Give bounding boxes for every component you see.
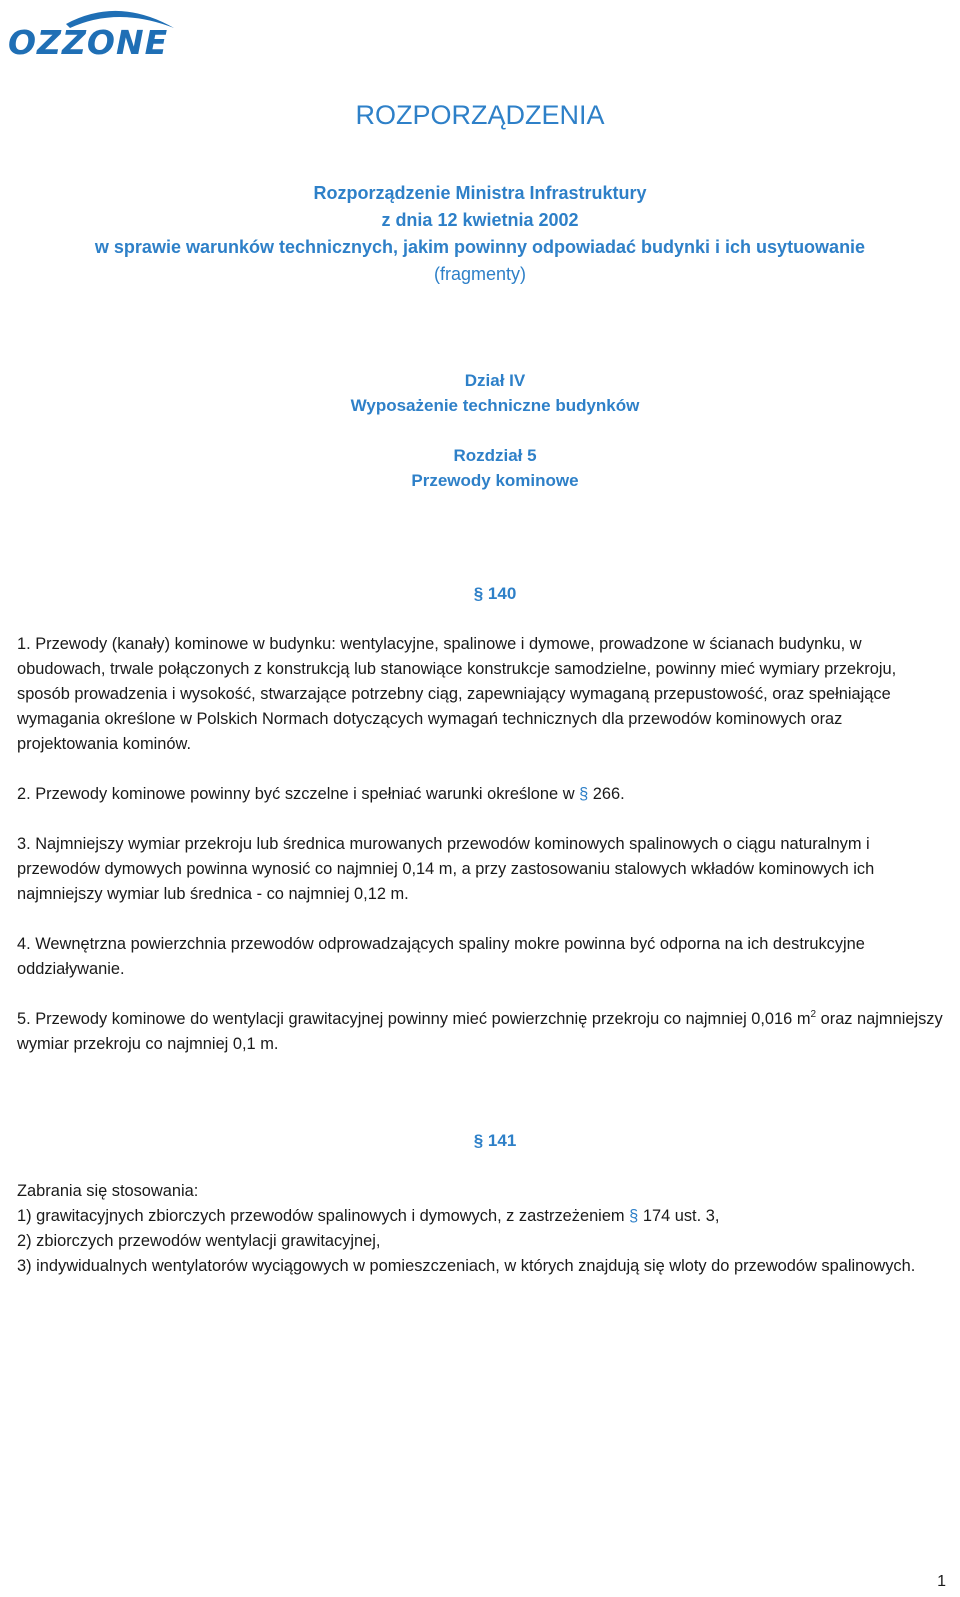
- chapter-name: Przewody kominowe: [411, 471, 579, 490]
- page-number: 1: [937, 1573, 946, 1590]
- regulation-heading: [0, 180, 960, 288]
- section-141-item-3: 3) indywidualnych wentylatorów wyciągowych w pomieszczeniach, w których znajdują się wloty do przewodów spalinowych.: [17, 1257, 916, 1275]
- section-140-paragraph-1: 1. Przewody (kanały) kominowe w budynku: wentylacyjne, spalinowe i dymowe, prowadzone w ścianach budynku, w obudowach, trwale połączonych z konstrukcją lub stanowiące konstrukcje samodzielne, powinny mieć wymiary przekroju, sposób prowadzenia i wysokość, stwarzające potrzebny ciąg, zapewniający wymaganą przepustowość, oraz spełniające wymagania określone w Polskich Normach dotyczących wymagań technicznych dla przewodów kominowych oraz projektowania kominów.: [17, 635, 897, 753]
- section-sign: §: [629, 1207, 639, 1225]
- section-141-intro: Zabrania się stosowania:: [17, 1182, 199, 1200]
- superscript: 2: [810, 1009, 817, 1020]
- section-number: 140: [487, 584, 517, 603]
- section-140-paragraph-5: 5. Przewody kominowe do wentylacji grawitacyjnej powinny mieć powierzchnię przekroju co najmniej 0,016 $m^2$ oraz najmniejszy wymiar przekroju co najmniej 0,1 m.: [17, 1009, 943, 1053]
- division-heading: [0, 368, 960, 418]
- division-name: Wyposażenie techniczne budynków: [350, 396, 640, 415]
- chapter-heading: [0, 443, 960, 493]
- page-title: ROZPORZĄDZENIA: [355, 100, 605, 130]
- section-141-item-1: 1) grawitacyjnych zbiorczych przewodów spalinowych i dymowych, z zastrzeżeniem § 174 ust. 3,: [17, 1207, 720, 1225]
- ozzone-logo: [6, 2, 206, 60]
- logo-text: OZZONE: [8, 23, 169, 60]
- section-141-heading: [0, 1131, 960, 1151]
- regulation-title-line-3: w sprawie warunków technicznych, jakim powinny odpowiadać budynki i ich usytuowanie: [94, 237, 866, 257]
- regulation-title-line-1: Rozporządzenie Ministra Infrastruktury: [313, 183, 647, 203]
- division-label: Dział IV: [464, 371, 526, 390]
- section-141-item-2: 2) zbiorczych przewodów wentylacji grawitacyjnej,: [17, 1232, 381, 1250]
- section-number: 141: [487, 1131, 517, 1150]
- section-sign: §: [473, 1131, 484, 1150]
- regulation-title-line-4: (fragmenty): [433, 264, 527, 284]
- section-140-paragraph-3: 3. Najmniejszy wymiar przekroju lub średnica murowanych przewodów kominowych spalinowych o ciągu naturalnym i przewodów dymowych powinna wynosić co najmniej 0,14 m, a przy zastosowaniu stalowych wkładów kominowych ich najmniejszy wymiar lub średnica - co najmniej 0,12 m.: [17, 835, 875, 903]
- section-sign: §: [473, 584, 484, 603]
- section-sign: §: [579, 785, 589, 803]
- section-140-paragraph-4: 4. Wewnętrzna powierzchnia przewodów odprowadzających spaliny mokre powinna być odporna na ich destrukcyjne oddziaływanie.: [17, 935, 865, 978]
- section-140-heading: [0, 584, 960, 604]
- section-141-body: [17, 1179, 947, 1279]
- chapter-label: Rozdział 5: [453, 446, 537, 465]
- logo-graphic: [6, 2, 206, 60]
- regulation-title-line-2: z dnia 12 kwietnia 2002: [381, 210, 579, 230]
- section-140-body: [17, 632, 947, 1082]
- section-140-paragraph-2: 2. Przewody kominowe powinny być szczelne i spełniać warunki określone w § 266.: [17, 785, 625, 803]
